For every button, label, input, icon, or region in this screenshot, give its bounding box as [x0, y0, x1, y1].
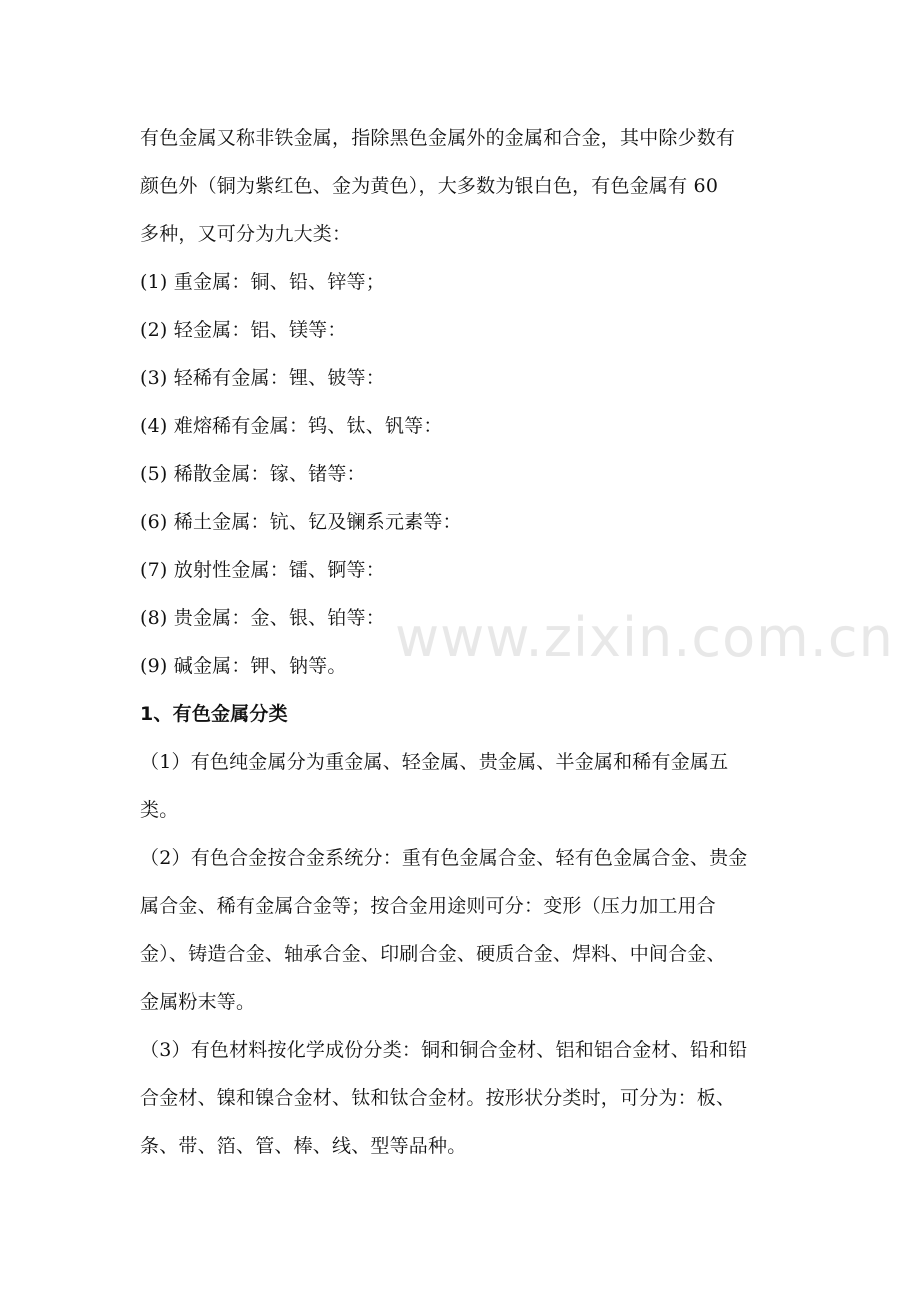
paragraph-line: 属合金、稀有金属合金等；按合金用途则可分：变形（压力加工用合 — [140, 895, 717, 917]
paragraph-line: 金属粉末等。 — [140, 991, 256, 1013]
list-item: (9) 碱金属：钾、钠等。 — [140, 655, 347, 677]
intro-line: 有色金属又称非铁金属，指除黑色金属外的金属和合金，其中除少数有 — [140, 127, 736, 149]
paragraph-line: 条、带、箔、管、棒、线、型等品种。 — [140, 1135, 467, 1157]
list-item: (7) 放射性金属：镭、锕等： — [140, 559, 385, 581]
paragraph-line: （3）有色材料按化学成份分类：铜和铜合金材、铝和铝合金材、铅和铅 — [140, 1039, 748, 1061]
section-heading: 1、有色金属分类 — [140, 703, 288, 725]
list-item: (2) 轻金属：铝、镁等： — [140, 319, 347, 341]
list-item: (4) 难熔稀有金属：钨、钛、钒等： — [140, 415, 443, 437]
watermark: www.zixin.com.cn — [395, 606, 894, 669]
list-item: (5) 稀散金属：镓、锗等： — [140, 463, 366, 485]
list-item: (3) 轻稀有金属：锂、铍等： — [140, 367, 385, 389]
paragraph-line: （2）有色合金按合金系统分：重有色金属合金、轻有色金属合金、贵金 — [140, 847, 748, 869]
paragraph-line: 金）、铸造合金、轴承合金、印刷合金、硬质合金、焊料、中间合金、 — [140, 943, 726, 965]
list-item: (1) 重金属：铜、铅、锌等； — [140, 271, 385, 293]
list-item: (8) 贵金属：金、银、铂等： — [140, 607, 385, 629]
paragraph-line: 类。 — [140, 799, 179, 821]
intro-line: 多种，又可分为九大类： — [140, 223, 352, 245]
paragraph-line: 合金材、镍和镍合金材、钛和钛合金材。按形状分类时，可分为：板、 — [140, 1087, 736, 1109]
intro-line: 颜色外（铜为紫红色、金为黄色），大多数为银白色，有色金属有 60 — [140, 175, 719, 197]
list-item: (6) 稀土金属：钪、钇及镧系元素等： — [140, 511, 462, 533]
paragraph-line: （1）有色纯金属分为重金属、轻金属、贵金属、半金属和稀有金属五 — [140, 751, 729, 773]
